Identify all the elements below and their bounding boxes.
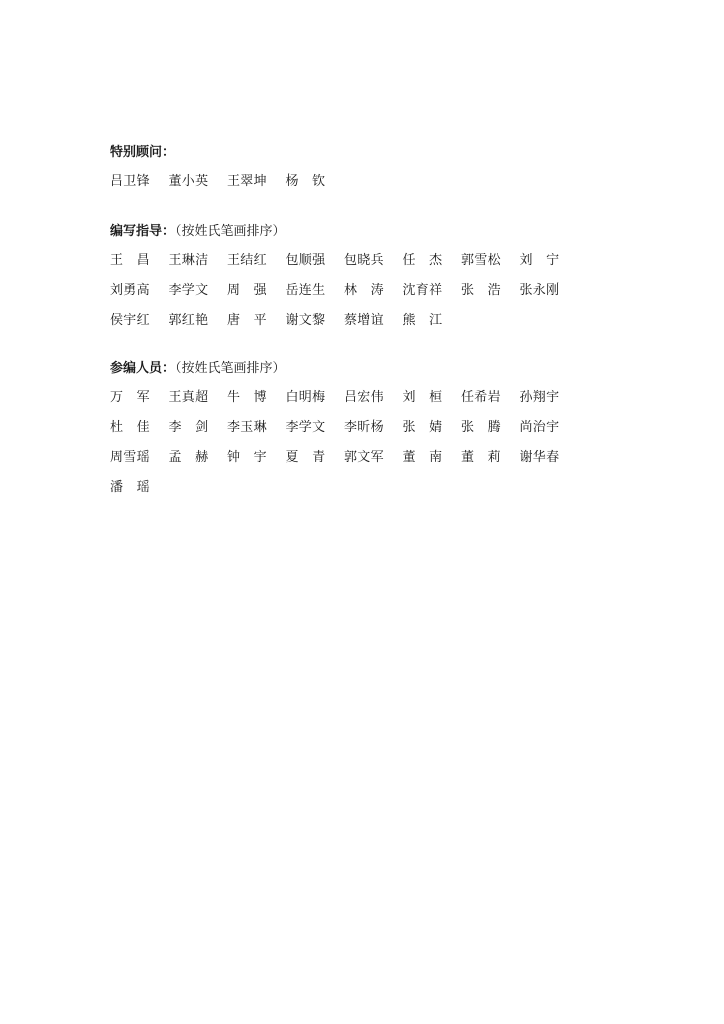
name-row bbox=[110, 172, 580, 192]
person-name: 孟 赫 bbox=[168, 450, 209, 465]
person-name: 张 腾 bbox=[461, 420, 501, 435]
section-title: 编写指导： bbox=[110, 224, 176, 239]
person-name: 谢文黎 bbox=[285, 313, 326, 328]
name-row bbox=[110, 388, 580, 408]
person-name: 刘勇高 bbox=[110, 283, 150, 298]
section-heading bbox=[110, 222, 580, 242]
person-name: 李昕杨 bbox=[344, 420, 384, 435]
person-name: 刘 桓 bbox=[402, 390, 443, 405]
person-name: 白明梅 bbox=[285, 390, 326, 405]
section-note: （按姓氏笔画排序） bbox=[175, 361, 286, 376]
section-title: 参编人员： bbox=[110, 361, 176, 376]
person-name: 潘 瑶 bbox=[110, 480, 150, 495]
name-row bbox=[110, 478, 580, 498]
name-row bbox=[110, 311, 580, 331]
person-name: 沈育祥 bbox=[402, 283, 443, 298]
person-name: 董小英 bbox=[168, 174, 209, 189]
person-name: 周 强 bbox=[227, 283, 267, 298]
person-name: 王真超 bbox=[168, 390, 209, 405]
person-name: 王翠坤 bbox=[227, 174, 267, 189]
person-name: 吕宏伟 bbox=[344, 390, 384, 405]
person-name: 郭红艳 bbox=[168, 313, 209, 328]
section-note: （按姓氏笔画排序） bbox=[175, 224, 286, 239]
person-name: 周雪瑶 bbox=[110, 450, 150, 465]
section-title: 特别顾问： bbox=[110, 145, 176, 160]
person-name: 熊 江 bbox=[402, 313, 443, 328]
person-name: 刘 宁 bbox=[519, 253, 560, 268]
person-name: 王 昌 bbox=[110, 253, 150, 268]
person-name: 郭雪松 bbox=[461, 253, 501, 268]
person-name: 李玉琳 bbox=[227, 420, 267, 435]
name-row bbox=[110, 448, 580, 468]
person-name: 任 杰 bbox=[402, 253, 443, 268]
person-name: 李 剑 bbox=[168, 420, 209, 435]
section-writing-guidance bbox=[110, 222, 580, 331]
person-name: 夏 青 bbox=[285, 450, 326, 465]
person-name: 吕卫锋 bbox=[110, 174, 150, 189]
person-name: 钟 宇 bbox=[227, 450, 267, 465]
person-name: 杨 钦 bbox=[285, 174, 326, 189]
person-name: 包顺强 bbox=[285, 253, 326, 268]
person-name: 张 婧 bbox=[402, 420, 443, 435]
person-name: 尚治宇 bbox=[519, 420, 560, 435]
person-name: 任希岩 bbox=[461, 390, 501, 405]
person-name: 郭文军 bbox=[344, 450, 384, 465]
person-name: 王结红 bbox=[227, 253, 267, 268]
name-row bbox=[110, 251, 580, 271]
person-name: 董 南 bbox=[402, 450, 443, 465]
person-name: 谢华春 bbox=[519, 450, 560, 465]
person-name: 包晓兵 bbox=[344, 253, 384, 268]
person-name: 孙翔宇 bbox=[519, 390, 560, 405]
person-name: 张 浩 bbox=[461, 283, 501, 298]
person-name: 侯宇红 bbox=[110, 313, 150, 328]
person-name: 杜 佳 bbox=[110, 420, 150, 435]
section-special-advisors bbox=[110, 143, 580, 192]
person-name: 唐 平 bbox=[227, 313, 267, 328]
person-name: 林 涛 bbox=[344, 283, 384, 298]
section-contributors bbox=[110, 359, 580, 498]
person-name: 王琳洁 bbox=[168, 253, 209, 268]
person-name: 李学文 bbox=[285, 420, 326, 435]
person-name: 张永刚 bbox=[519, 283, 560, 298]
person-name: 蔡增谊 bbox=[344, 313, 384, 328]
person-name: 岳连生 bbox=[285, 283, 326, 298]
person-name: 李学文 bbox=[168, 283, 209, 298]
section-heading bbox=[110, 143, 580, 163]
person-name: 万 军 bbox=[110, 390, 150, 405]
person-name: 董 莉 bbox=[461, 450, 501, 465]
section-heading bbox=[110, 359, 580, 379]
person-name: 牛 博 bbox=[227, 390, 267, 405]
name-row bbox=[110, 281, 580, 301]
name-row bbox=[110, 418, 580, 438]
